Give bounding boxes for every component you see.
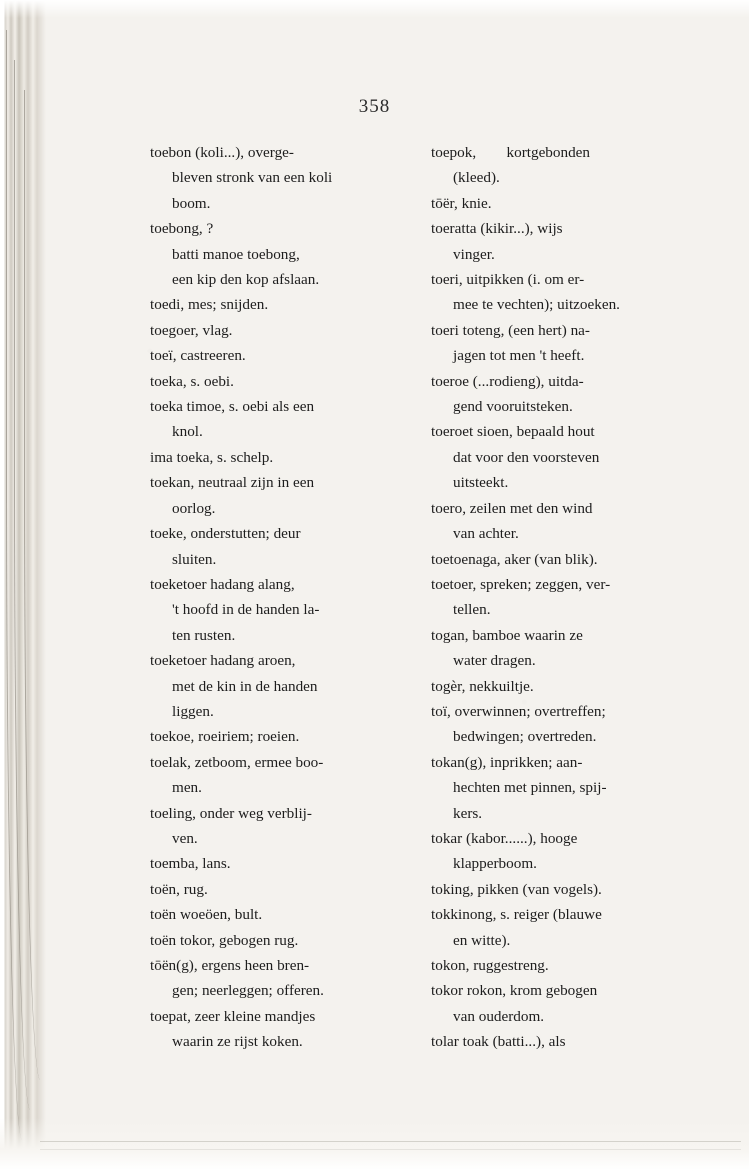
entry-headword-line: togan, bamboe waarin ze [431, 626, 583, 644]
entry-headword-line: tōër, knie. [431, 194, 492, 212]
dictionary-entry [150, 292, 409, 317]
dictionary-entry [431, 216, 690, 267]
entry-continuation-line: liggen. [172, 702, 214, 720]
dictionary-entry [150, 928, 409, 953]
entry-continuation-line: met de kin in de handen [172, 677, 318, 695]
entry-headword-line: tolar toak (batti...), als [431, 1033, 566, 1051]
entry-headword-line: toekoe, roeiriem; roeien. [150, 728, 300, 746]
dictionary-entry [431, 496, 690, 547]
entry-headword-line: tokar (kabor......), hooge [431, 829, 578, 847]
entry-headword-line: toepat, zeer kleine mandjes [150, 1007, 316, 1025]
entry-headword-line: toero, zeilen met den wind [431, 499, 593, 517]
dictionary-entry [431, 140, 690, 191]
entry-continuation-line: vinger. [453, 245, 495, 263]
entry-continuation-line: jagen tot men 't heeft. [453, 347, 585, 365]
entry-continuation-line: boom. [172, 194, 211, 212]
entry-continuation-line: klapperboom. [453, 855, 537, 873]
page-top-fade [0, 0, 749, 18]
entry-headword-line: toeketoer hadang aroen, [150, 652, 296, 670]
dictionary-entry [150, 648, 409, 724]
dictionary-entry [150, 801, 409, 852]
dictionary-entry [150, 445, 409, 470]
dictionary-entry [431, 826, 690, 877]
entry-continuation-line: batti manoe toebong, [172, 245, 300, 263]
dictionary-entry [150, 318, 409, 343]
entry-headword-line: toën tokor, gebogen rug. [150, 931, 299, 949]
entry-continuation-line: sluiten. [172, 550, 217, 568]
dictionary-entry [431, 877, 690, 902]
entry-continuation-line: oorlog. [172, 499, 216, 517]
dictionary-entry [431, 978, 690, 1029]
dictionary-entry [150, 902, 409, 927]
entry-headword-line: toï, overwinnen; overtreffen; [431, 702, 606, 720]
entry-continuation-line: men. [172, 779, 202, 797]
left-column [150, 140, 409, 1055]
entry-headword-line: ima toeka, s. schelp. [150, 448, 274, 466]
entry-headword-line: toeri toteng, (een hert) na- [431, 321, 590, 339]
entry-headword-line: toeroet sioen, bepaald hout [431, 423, 595, 441]
entry-headword-line: toetoer, spreken; zeggen, ver- [431, 575, 611, 593]
entry-headword-line: toekan, neutraal zijn in een [150, 474, 315, 492]
entry-headword-line: toeke, onderstutten; deur [150, 525, 301, 543]
entry-continuation-line: hechten met pinnen, spij- [453, 779, 607, 797]
dictionary-entry [431, 191, 690, 216]
entry-headword-line: tōën(g), ergens heen bren- [150, 957, 310, 974]
entry-headword-line: toebong, ? [150, 220, 214, 238]
dictionary-entry [431, 953, 690, 978]
dictionary-entry [431, 699, 690, 750]
dictionary-entry [150, 470, 409, 521]
entry-continuation-line: 't hoofd in de handen la- [172, 601, 320, 619]
dictionary-entry [431, 902, 690, 953]
dictionary-entry [150, 572, 409, 648]
entry-continuation-line: bedwingen; overtreden. [453, 728, 597, 746]
entry-headword-line: toeï, castreeren. [150, 347, 246, 365]
entry-continuation-line: water dragen. [453, 652, 536, 670]
entry-continuation-line: uitsteekt. [453, 474, 509, 492]
entry-continuation-line: ten rusten. [172, 626, 236, 644]
dictionary-entry [150, 216, 409, 292]
entry-continuation-line: en witte). [453, 931, 511, 949]
dictionary-entry [431, 674, 690, 699]
dictionary-entry [431, 572, 690, 623]
entry-continuation-line: een kip den kop afslaan. [172, 271, 320, 289]
dictionary-entry [431, 369, 690, 420]
page-number: 358 [358, 96, 391, 117]
dictionary-entry [431, 318, 690, 369]
entry-headword-line: toetoenaga, aker (van blik). [431, 550, 598, 568]
dictionary-entry [150, 851, 409, 876]
entry-headword-line: toebon (koli...), overge- [150, 144, 294, 161]
entry-continuation-line: tellen. [453, 601, 491, 619]
dictionary-entry [150, 140, 409, 216]
entry-continuation-line: kers. [453, 804, 483, 822]
dictionary-entry [150, 724, 409, 749]
entry-headword-line: toeri, uitpikken (i. om er- [431, 271, 585, 289]
book-edge-decoration [0, 0, 46, 1170]
entry-headword-line: tokor rokon, krom gebogen [431, 982, 598, 1000]
dictionary-entry [150, 1004, 409, 1055]
dictionary-entry [150, 953, 409, 1004]
dictionary-entry [431, 419, 690, 495]
dictionary-entry [150, 369, 409, 394]
entry-headword-line: toelak, zetboom, ermee boo- [150, 753, 324, 771]
dictionary-entry [431, 547, 690, 572]
entry-headword-line: toën woeöen, bult. [150, 906, 263, 924]
entry-continuation-line: gend vooruitsteken. [453, 398, 573, 416]
entry-continuation-line: ven. [172, 829, 198, 847]
entry-headword-line: toeketoer hadang alang, [150, 575, 295, 593]
entry-headword-line: toking, pikken (van vogels). [431, 880, 602, 898]
right-column [431, 140, 690, 1055]
entry-continuation-line: van achter. [453, 525, 519, 543]
entry-continuation-line: dat voor den voorsteven [453, 448, 600, 466]
entry-continuation-line: van ouderdom. [453, 1007, 545, 1025]
entry-headword-line: toepok, kortgebonden [431, 144, 591, 161]
entry-continuation-line: gen; neerleggen; offeren. [172, 982, 324, 1000]
page-bottom-fade [0, 1118, 749, 1170]
entry-headword-line: togèr, nekkuiltje. [431, 677, 534, 695]
entry-continuation-line: knol. [172, 423, 203, 441]
dictionary-columns [150, 140, 690, 1055]
dictionary-entry [431, 623, 690, 674]
entry-headword-line: toeratta (kikir...), wijs [431, 220, 563, 238]
dictionary-entry [150, 877, 409, 902]
dictionary-entry [150, 521, 409, 572]
entry-continuation-line: waarin ze rijst koken. [172, 1033, 303, 1051]
dictionary-entry [150, 750, 409, 801]
dictionary-entry [150, 394, 409, 445]
entry-continuation-line: mee te vechten); uitzoeken. [453, 296, 620, 314]
dictionary-entry [431, 267, 690, 318]
entry-headword-line: toeka timoe, s. oebi als een [150, 398, 315, 416]
dictionary-entry [150, 343, 409, 368]
entry-headword-line: toeroe (...rodieng), uitda- [431, 372, 584, 390]
entry-continuation-line: (kleed). [453, 169, 500, 187]
entry-headword-line: tokan(g), inprikken; aan- [431, 753, 583, 771]
entry-headword-line: tokkinong, s. reiger (blauwe [431, 906, 602, 924]
entry-continuation-line: bleven stronk van een koli [172, 169, 333, 187]
entry-headword-line: toedi, mes; snijden. [150, 296, 269, 314]
entry-headword-line: toegoer, vlag. [150, 321, 233, 339]
entry-headword-line: toemba, lans. [150, 855, 231, 873]
entry-headword-line: tokon, ruggestreng. [431, 957, 549, 974]
dictionary-entry [431, 750, 690, 826]
entry-headword-line: toën, rug. [150, 880, 208, 898]
entry-headword-line: toeka, s. oebi. [150, 372, 234, 390]
dictionary-entry [431, 1029, 690, 1054]
entry-headword-line: toeling, onder weg verblij- [150, 804, 312, 822]
